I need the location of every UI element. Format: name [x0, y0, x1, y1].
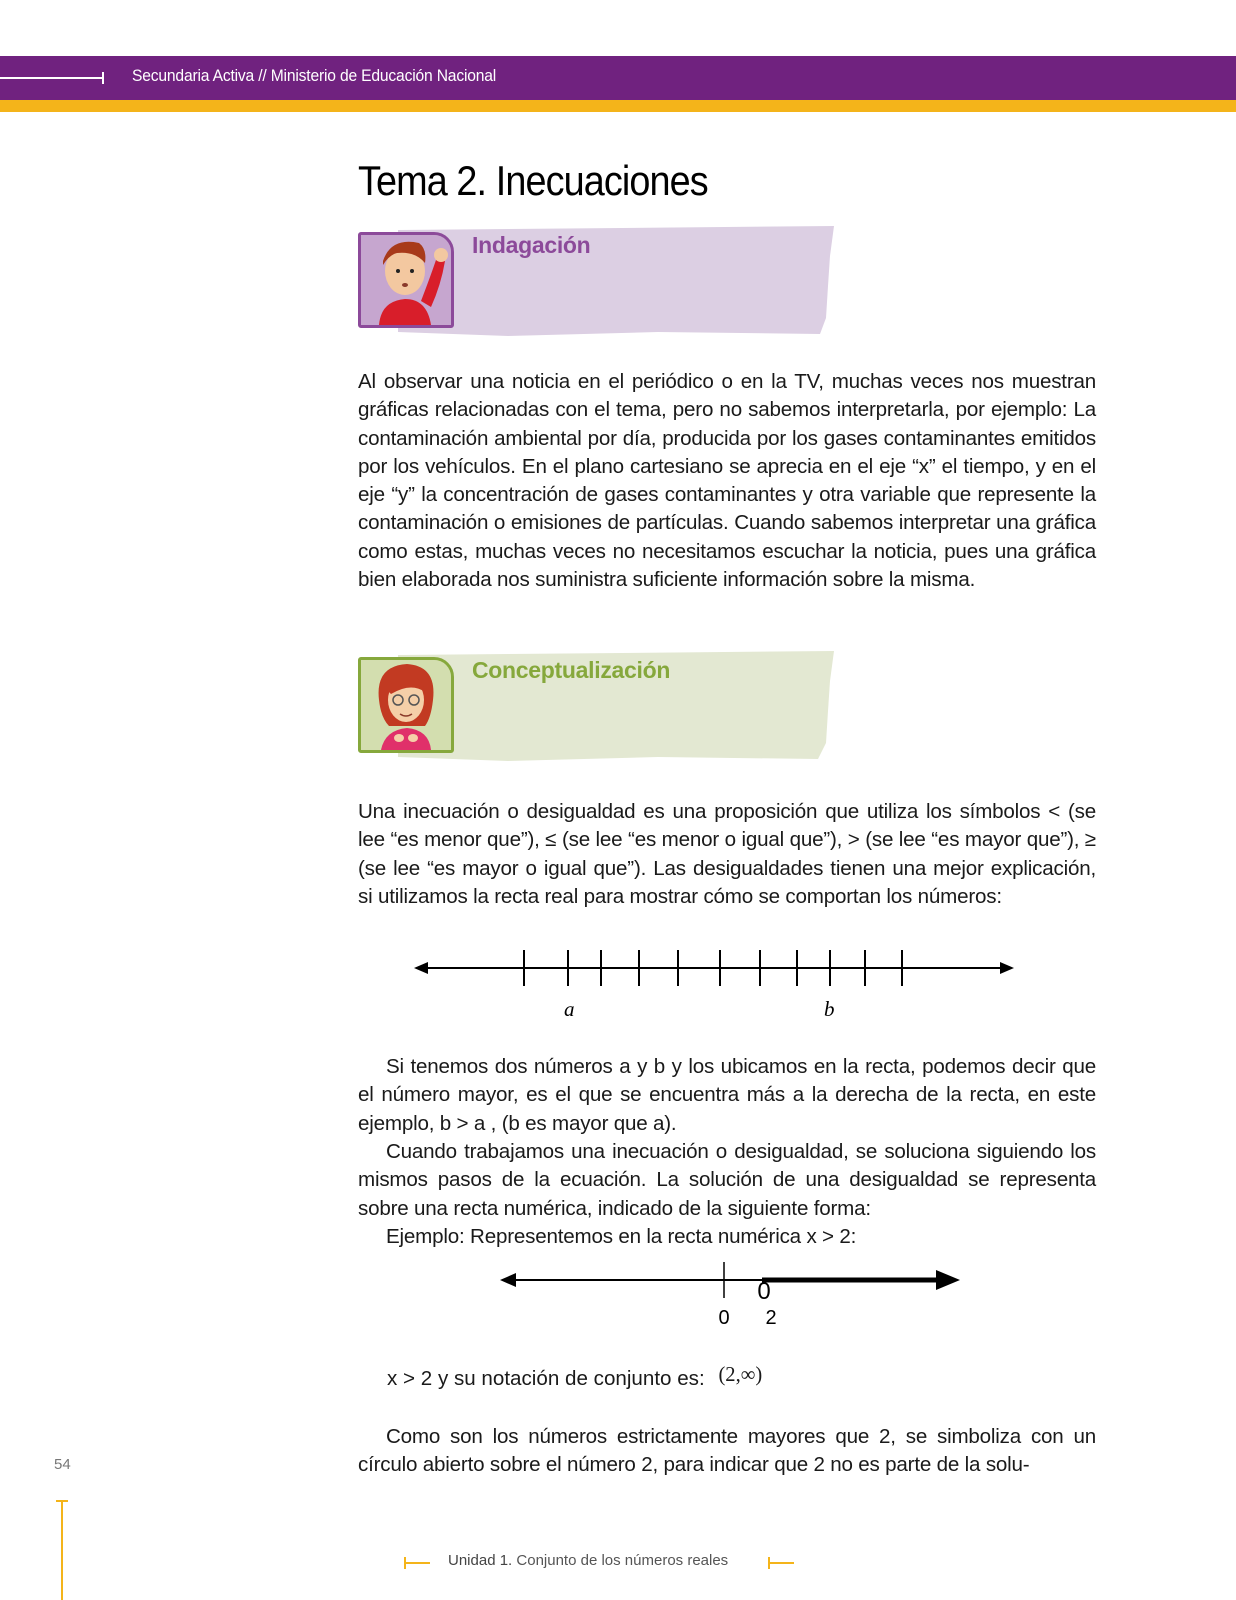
- label-two: 2: [765, 1307, 777, 1329]
- paragraph-solution: Cuando trabajamos una inecuación o desigualdad, se soluciona siguiendo los mismos pasos de la ecuación. La solución de una desigualdad se representa sobre una recta numérica, indicado de la siguiente forma:: [358, 1140, 1096, 1220]
- closing-paragraph: Como son los números estrictamente mayores que 2, se simboliza con un círculo abierto sobre el número 2, para indicar que 2 no es parte de la solu-: [358, 1425, 1096, 1477]
- header-text: Secundaria Activa // Ministerio de Educación Nacional: [132, 66, 497, 85]
- arrow-right-icon: [1000, 962, 1014, 974]
- conceptualizacion-band: [358, 651, 838, 759]
- set-notation-value: (2,∞): [718, 1364, 763, 1386]
- footer-title: Conjunto de los números reales: [516, 1552, 729, 1569]
- teacher-girl-avatar: [358, 657, 454, 753]
- label-zero: 0: [718, 1307, 730, 1329]
- arrow-right-icon: [936, 1270, 960, 1290]
- page-title: Tema 2. Inecuaciones: [358, 157, 708, 204]
- number-line-x-greater-2: [500, 1258, 962, 1330]
- footer-rule-left: [404, 1562, 430, 1564]
- conceptualizacion-label: Conceptualización: [472, 657, 671, 683]
- footer-rule-cap-right: [768, 1557, 770, 1569]
- header-stripe: [0, 100, 1236, 112]
- footer-text: [448, 1552, 728, 1569]
- indagacion-band: [358, 226, 838, 334]
- label-b: b: [824, 997, 835, 1020]
- side-rule: [61, 1500, 63, 1600]
- paragraph-compare: Si tenemos dos números a y b y los ubicamos en la recta, podemos decir que el número mayor, es el que se encuentra más a la derecha de la recta, en este ejemplo, b > a , (b es mayor que a).: [358, 1055, 1096, 1135]
- label-a: a: [564, 997, 575, 1020]
- arrow-left-icon: [414, 962, 428, 974]
- thinking-boy-avatar: [358, 232, 454, 328]
- arrow-left-icon: [500, 1273, 516, 1287]
- set-notation-line: [387, 1364, 763, 1391]
- set-notation-text: x > 2 y su notación de conjunto es:: [387, 1367, 705, 1390]
- open-circle: 0: [757, 1278, 771, 1305]
- paragraph-example: Ejemplo: Representemos en la recta numérica x > 2:: [386, 1225, 857, 1248]
- teacher-girl-icon: [361, 660, 451, 750]
- indagacion-label: Indagación: [472, 232, 591, 258]
- number-line-a-b: [414, 940, 1014, 1020]
- header-rule-cap: [102, 72, 104, 84]
- page-number: 54: [54, 1456, 71, 1473]
- indagacion-paragraph: Al observar una noticia en el periódico o en la TV, muchas veces nos muestran gráficas relacionadas con el tema, pero no sabemos interpretarla, por ejemplo: La contaminación ambiental por día, producida por los gases contaminantes emitidos por los vehículos. En el plano cartesiano se aprecia en el eje “x” el tiempo, y en el eje “y” la concentración de gases contaminantes y otra variable que represente la contaminación o emisiones de partículas. Cuando sabemos interpretar una gráfica como estas, muchas veces no necesitamos escuchar la noticia, pues una gráfica bien elaborada nos suministra suficiente información sobre la misma.: [358, 370, 1096, 592]
- footer: [404, 1552, 794, 1574]
- conceptualizacion-paragraph: Una inecuación o desigualdad es una proposición que utiliza los símbolos < (se lee “es menor que”), ≤ (se lee “es menor o igual que”), > (se lee “es mayor que”), ≥ (se lee “es mayor o igual que”). Las desigualdades tienen una mejor explicación, si utilizamos la recta real para mostrar cómo se comportan los números:: [358, 800, 1096, 908]
- footer-unit: Unidad 1.: [448, 1552, 513, 1569]
- thinking-boy-icon: [361, 235, 451, 325]
- footer-rule-right: [768, 1562, 794, 1564]
- header-rule: [0, 77, 104, 79]
